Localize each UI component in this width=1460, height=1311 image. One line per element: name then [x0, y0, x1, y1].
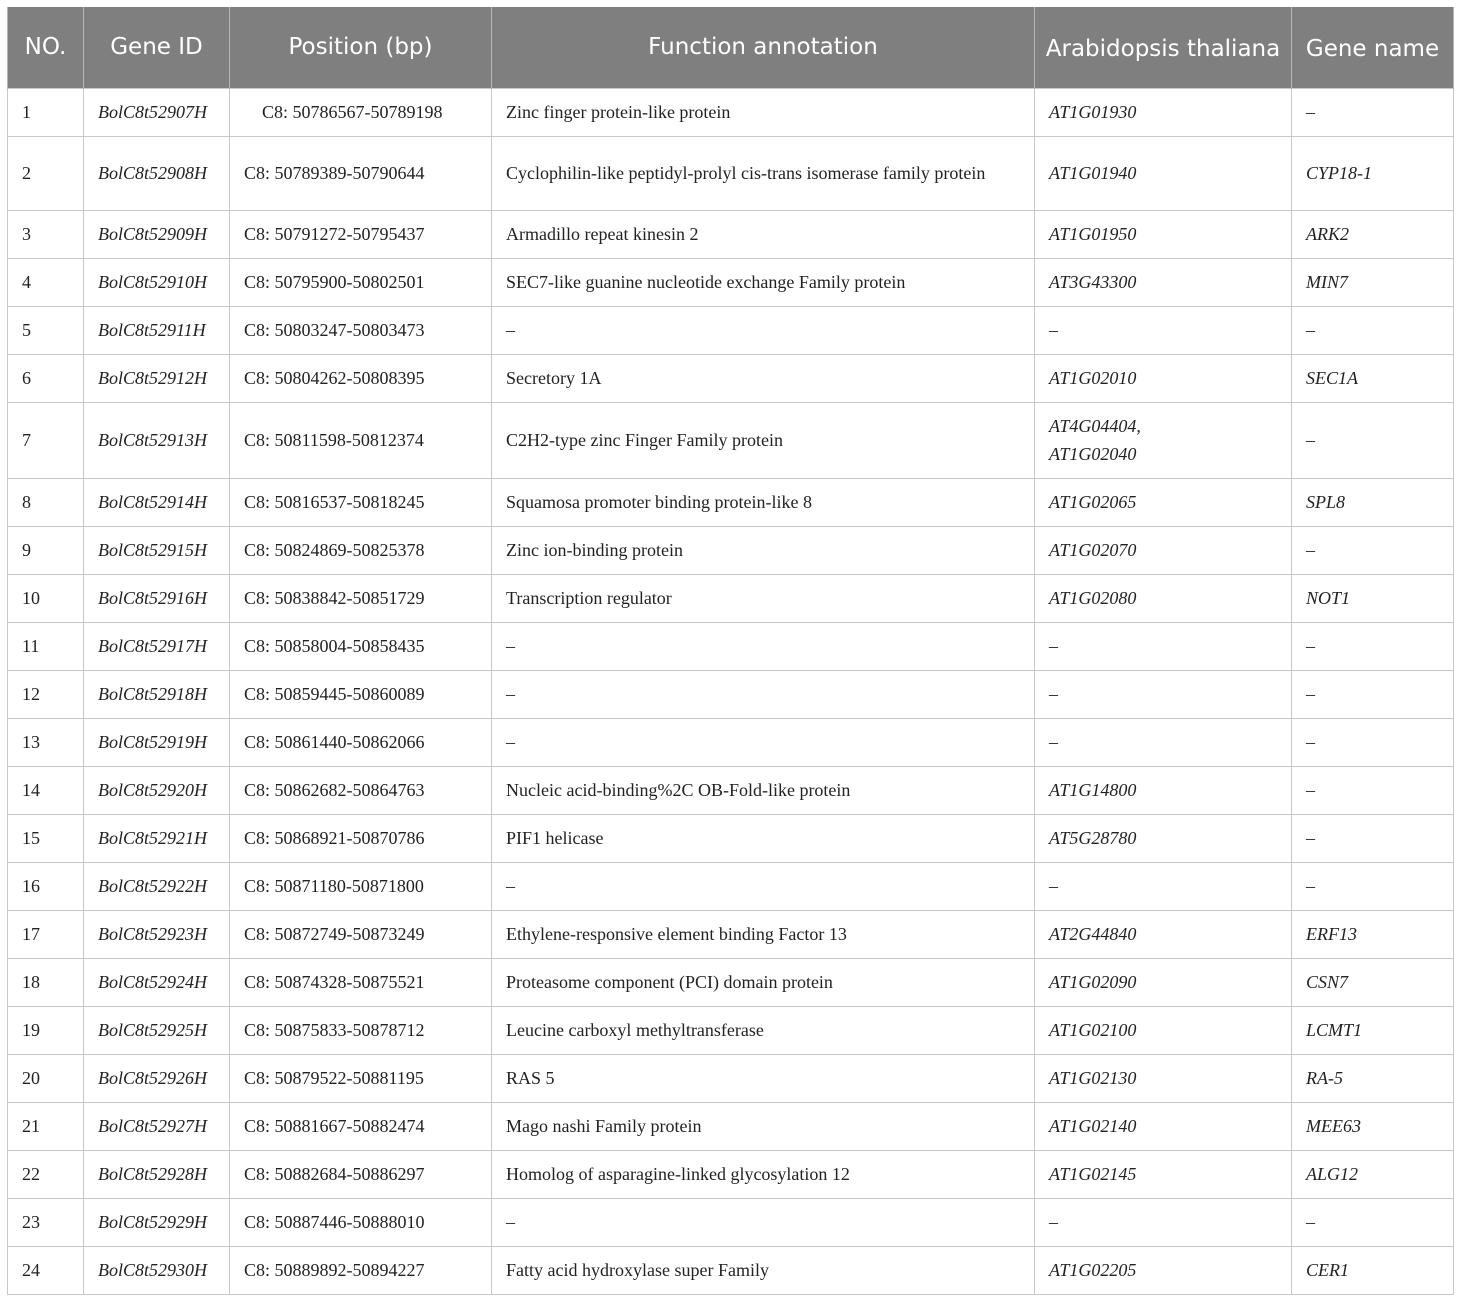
- cell-arabidopsis: AT1G02080: [1035, 574, 1292, 622]
- cell-gene-id: BolC8t52915H: [84, 526, 230, 574]
- header-gene-name: Gene name: [1292, 7, 1454, 88]
- cell-no: 8: [8, 478, 84, 526]
- cell-function: SEC7-like guanine nucleotide exchange Family protein: [492, 258, 1035, 306]
- cell-function: Proteasome component (PCI) domain protein: [492, 958, 1035, 1006]
- cell-function: –: [492, 622, 1035, 670]
- cell-no: 5: [8, 306, 84, 354]
- cell-position: C8: 50804262-50808395: [230, 354, 492, 402]
- cell-arabidopsis: –: [1035, 862, 1292, 910]
- cell-position: C8: 50795900-50802501: [230, 258, 492, 306]
- cell-function: Cyclophilin-like peptidyl-prolyl cis-trans isomerase family protein: [492, 136, 1035, 210]
- table-row: [8, 1198, 1454, 1246]
- cell-gene-name: –: [1292, 766, 1454, 814]
- table-row: [8, 258, 1454, 306]
- cell-position: C8: 50786567-50789198: [230, 88, 492, 136]
- cell-position: C8: 50879522-50881195: [230, 1054, 492, 1102]
- cell-arabidopsis: AT1G01940: [1035, 136, 1292, 210]
- cell-gene-name: MEE63: [1292, 1102, 1454, 1150]
- cell-no: 14: [8, 766, 84, 814]
- cell-no: 4: [8, 258, 84, 306]
- cell-arabidopsis: –: [1035, 1198, 1292, 1246]
- cell-gene-id: BolC8t52922H: [84, 862, 230, 910]
- cell-gene-id: BolC8t52928H: [84, 1150, 230, 1198]
- cell-no: 20: [8, 1054, 84, 1102]
- cell-no: 10: [8, 574, 84, 622]
- cell-gene-id: BolC8t52907H: [84, 88, 230, 136]
- cell-arabidopsis: –: [1035, 622, 1292, 670]
- cell-no: 17: [8, 910, 84, 958]
- table-row: [8, 766, 1454, 814]
- cell-no: 21: [8, 1102, 84, 1150]
- cell-position: C8: 50871180-50871800: [230, 862, 492, 910]
- cell-position: C8: 50861440-50862066: [230, 718, 492, 766]
- cell-no: 1: [8, 88, 84, 136]
- cell-function: PIF1 helicase: [492, 814, 1035, 862]
- table-row: [8, 1246, 1454, 1294]
- cell-position: C8: 50838842-50851729: [230, 574, 492, 622]
- cell-function: –: [492, 1198, 1035, 1246]
- cell-gene-name: –: [1292, 670, 1454, 718]
- cell-position: C8: 50858004-50858435: [230, 622, 492, 670]
- cell-no: 11: [8, 622, 84, 670]
- cell-function: Zinc finger protein-like protein: [492, 88, 1035, 136]
- cell-no: 18: [8, 958, 84, 1006]
- cell-no: 19: [8, 1006, 84, 1054]
- cell-arabidopsis: AT1G02140: [1035, 1102, 1292, 1150]
- cell-function: Armadillo repeat kinesin 2: [492, 210, 1035, 258]
- cell-no: 23: [8, 1198, 84, 1246]
- cell-position: C8: 50875833-50878712: [230, 1006, 492, 1054]
- cell-function: –: [492, 670, 1035, 718]
- cell-position: C8: 50816537-50818245: [230, 478, 492, 526]
- cell-gene-name: SPL8: [1292, 478, 1454, 526]
- cell-function: –: [492, 306, 1035, 354]
- cell-gene-name: CSN7: [1292, 958, 1454, 1006]
- cell-gene-id: BolC8t52917H: [84, 622, 230, 670]
- cell-gene-id: BolC8t52910H: [84, 258, 230, 306]
- cell-gene-id: BolC8t52920H: [84, 766, 230, 814]
- cell-no: 7: [8, 402, 84, 478]
- table-row: [8, 814, 1454, 862]
- table-row: [8, 1054, 1454, 1102]
- cell-arabidopsis: AT1G01950: [1035, 210, 1292, 258]
- header-row: [8, 7, 1454, 88]
- cell-function: Ethylene-responsive element binding Factor 13: [492, 910, 1035, 958]
- cell-gene-name: MIN7: [1292, 258, 1454, 306]
- cell-position: C8: 50872749-50873249: [230, 910, 492, 958]
- cell-position: C8: 50789389-50790644: [230, 136, 492, 210]
- table-row: [8, 88, 1454, 136]
- table-header: [8, 7, 1454, 88]
- cell-function: Transcription regulator: [492, 574, 1035, 622]
- table-row: [8, 958, 1454, 1006]
- cell-no: 24: [8, 1246, 84, 1294]
- table-row: [8, 862, 1454, 910]
- cell-position: C8: 50862682-50864763: [230, 766, 492, 814]
- table-row: [8, 1150, 1454, 1198]
- cell-no: 3: [8, 210, 84, 258]
- cell-no: 2: [8, 136, 84, 210]
- table-row: [8, 718, 1454, 766]
- table-row: [8, 306, 1454, 354]
- cell-function: –: [492, 718, 1035, 766]
- cell-gene-id: BolC8t52927H: [84, 1102, 230, 1150]
- cell-gene-name: LCMT1: [1292, 1006, 1454, 1054]
- cell-gene-name: CYP18-1: [1292, 136, 1454, 210]
- table-row: [8, 910, 1454, 958]
- header-gene-id: Gene ID: [84, 7, 230, 88]
- cell-function: Secretory 1A: [492, 354, 1035, 402]
- cell-function: –: [492, 862, 1035, 910]
- cell-arabidopsis: AT1G02070: [1035, 526, 1292, 574]
- cell-gene-name: SEC1A: [1292, 354, 1454, 402]
- cell-arabidopsis: AT5G28780: [1035, 814, 1292, 862]
- table-row: [8, 402, 1454, 478]
- header-arabidopsis: Arabidopsis thaliana: [1035, 7, 1292, 88]
- cell-gene-id: BolC8t52929H: [84, 1198, 230, 1246]
- cell-position: C8: 50889892-50894227: [230, 1246, 492, 1294]
- cell-gene-id: BolC8t52919H: [84, 718, 230, 766]
- cell-gene-name: –: [1292, 862, 1454, 910]
- cell-position: C8: 50811598-50812374: [230, 402, 492, 478]
- cell-gene-id: BolC8t52923H: [84, 910, 230, 958]
- cell-arabidopsis: –: [1035, 306, 1292, 354]
- arabidopsis-line: AT1G02040: [1049, 444, 1137, 464]
- cell-gene-name: –: [1292, 814, 1454, 862]
- gene-table: [7, 7, 1454, 1295]
- header-function: Function annotation: [492, 7, 1035, 88]
- cell-gene-id: BolC8t52916H: [84, 574, 230, 622]
- cell-gene-name: CER1: [1292, 1246, 1454, 1294]
- cell-gene-id: BolC8t52924H: [84, 958, 230, 1006]
- cell-function: Fatty acid hydroxylase super Family: [492, 1246, 1035, 1294]
- cell-arabidopsis: AT1G02010: [1035, 354, 1292, 402]
- table-row: [8, 354, 1454, 402]
- cell-gene-name: –: [1292, 718, 1454, 766]
- table-row: [8, 478, 1454, 526]
- cell-position: C8: 50859445-50860089: [230, 670, 492, 718]
- cell-gene-name: –: [1292, 402, 1454, 478]
- cell-position: C8: 50824869-50825378: [230, 526, 492, 574]
- table-row: [8, 622, 1454, 670]
- cell-function: Squamosa promoter binding protein-like 8: [492, 478, 1035, 526]
- cell-gene-id: BolC8t52908H: [84, 136, 230, 210]
- cell-gene-name: –: [1292, 88, 1454, 136]
- table-row: [8, 670, 1454, 718]
- cell-gene-id: BolC8t52913H: [84, 402, 230, 478]
- cell-gene-name: –: [1292, 1198, 1454, 1246]
- cell-gene-name: –: [1292, 306, 1454, 354]
- cell-arabidopsis: AT1G02130: [1035, 1054, 1292, 1102]
- cell-no: 9: [8, 526, 84, 574]
- arabidopsis-line: AT4G04404,: [1049, 416, 1141, 436]
- cell-no: 15: [8, 814, 84, 862]
- table-row: [8, 1006, 1454, 1054]
- cell-gene-name: ERF13: [1292, 910, 1454, 958]
- cell-function: Homolog of asparagine-linked glycosylation 12: [492, 1150, 1035, 1198]
- cell-function: Nucleic acid-binding%2C OB-Fold-like protein: [492, 766, 1035, 814]
- table-row: [8, 210, 1454, 258]
- cell-arabidopsis: AT1G02090: [1035, 958, 1292, 1006]
- cell-no: 12: [8, 670, 84, 718]
- cell-function: Leucine carboxyl methyltransferase: [492, 1006, 1035, 1054]
- cell-gene-id: BolC8t52930H: [84, 1246, 230, 1294]
- cell-no: 13: [8, 718, 84, 766]
- cell-gene-name: –: [1292, 622, 1454, 670]
- cell-arabidopsis: AT1G02065: [1035, 478, 1292, 526]
- cell-gene-id: BolC8t52911H: [84, 306, 230, 354]
- cell-position: C8: 50881667-50882474: [230, 1102, 492, 1150]
- cell-no: 6: [8, 354, 84, 402]
- cell-position: C8: 50868921-50870786: [230, 814, 492, 862]
- cell-arabidopsis: [1035, 402, 1292, 478]
- cell-position: C8: 50874328-50875521: [230, 958, 492, 1006]
- cell-gene-id: BolC8t52909H: [84, 210, 230, 258]
- cell-arabidopsis: AT1G02205: [1035, 1246, 1292, 1294]
- cell-arabidopsis: AT1G01930: [1035, 88, 1292, 136]
- cell-gene-id: BolC8t52918H: [84, 670, 230, 718]
- cell-no: 22: [8, 1150, 84, 1198]
- cell-function: C2H2-type zinc Finger Family protein: [492, 402, 1035, 478]
- cell-position: C8: 50887446-50888010: [230, 1198, 492, 1246]
- cell-gene-name: RA-5: [1292, 1054, 1454, 1102]
- cell-arabidopsis: AT1G02145: [1035, 1150, 1292, 1198]
- cell-gene-id: BolC8t52914H: [84, 478, 230, 526]
- cell-gene-name: ARK2: [1292, 210, 1454, 258]
- cell-gene-id: BolC8t52912H: [84, 354, 230, 402]
- cell-gene-id: BolC8t52921H: [84, 814, 230, 862]
- cell-gene-id: BolC8t52926H: [84, 1054, 230, 1102]
- cell-position: C8: 50803247-50803473: [230, 306, 492, 354]
- table-body: [8, 88, 1454, 1294]
- cell-arabidopsis: AT1G14800: [1035, 766, 1292, 814]
- cell-arabidopsis: –: [1035, 718, 1292, 766]
- table-row: [8, 136, 1454, 210]
- cell-arabidopsis: AT2G44840: [1035, 910, 1292, 958]
- cell-function: Zinc ion-binding protein: [492, 526, 1035, 574]
- cell-gene-name: ALG12: [1292, 1150, 1454, 1198]
- table-row: [8, 526, 1454, 574]
- cell-no: 16: [8, 862, 84, 910]
- table-row: [8, 574, 1454, 622]
- cell-arabidopsis: AT3G43300: [1035, 258, 1292, 306]
- cell-gene-name: –: [1292, 526, 1454, 574]
- cell-function: RAS 5: [492, 1054, 1035, 1102]
- header-position: Position (bp): [230, 7, 492, 88]
- header-no: NO.: [8, 7, 84, 88]
- cell-position: C8: 50791272-50795437: [230, 210, 492, 258]
- cell-position: C8: 50882684-50886297: [230, 1150, 492, 1198]
- cell-gene-name: NOT1: [1292, 574, 1454, 622]
- table-row: [8, 1102, 1454, 1150]
- cell-arabidopsis: –: [1035, 670, 1292, 718]
- cell-gene-id: BolC8t52925H: [84, 1006, 230, 1054]
- cell-arabidopsis: AT1G02100: [1035, 1006, 1292, 1054]
- cell-function: Mago nashi Family protein: [492, 1102, 1035, 1150]
